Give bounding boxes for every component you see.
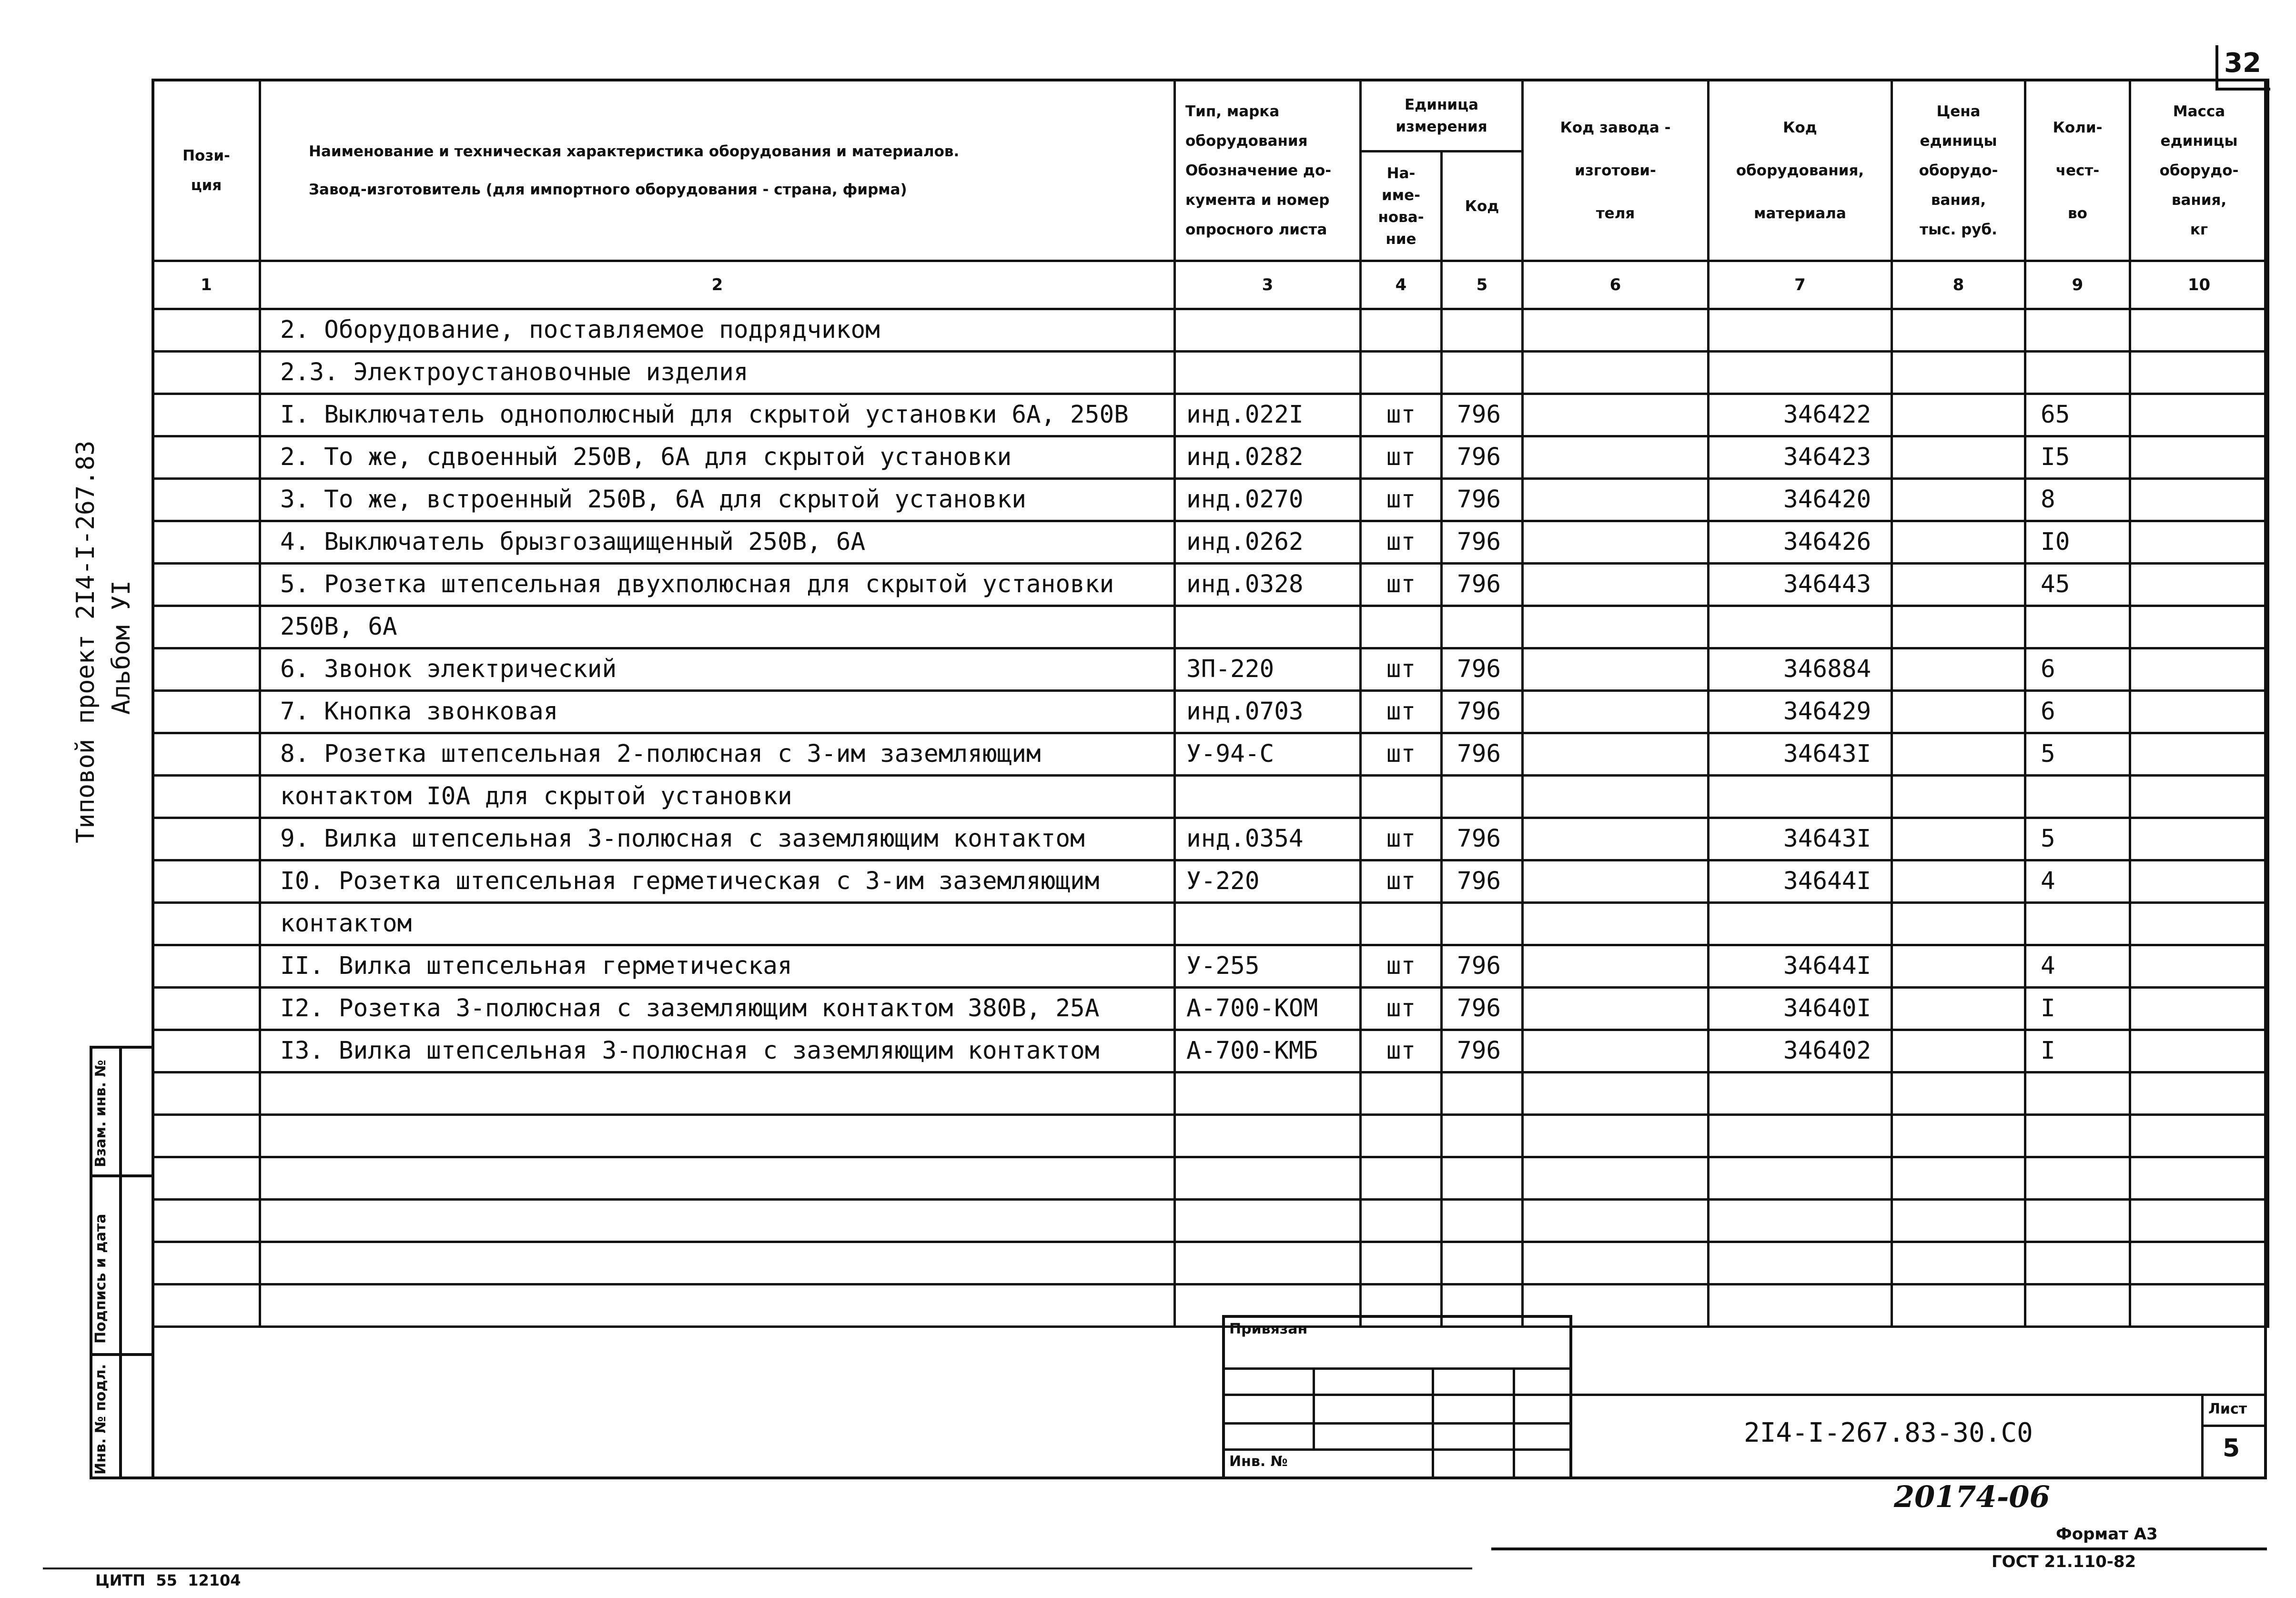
price-cell xyxy=(1892,1200,2025,1242)
quantity-cell: I xyxy=(2025,988,2130,1030)
unit-code-cell xyxy=(1442,352,1523,394)
equipment-code-cell: 34643I xyxy=(1709,818,1892,860)
equipment-code-cell xyxy=(1709,1072,1892,1115)
header-quantity: Коли- чест- во xyxy=(2025,80,2130,261)
item-type-cell: А-700-КОМ xyxy=(1175,988,1361,1030)
mass-cell xyxy=(2130,1200,2268,1242)
equipment-code-cell xyxy=(1709,1284,1892,1327)
equipment-code-cell: 34640I xyxy=(1709,988,1892,1030)
item-name-cell: 5. Розетка штепсельная двухполюсная для скрытой установки xyxy=(260,564,1175,606)
quantity-cell: I0 xyxy=(2025,521,2130,564)
mass-cell xyxy=(2130,352,2268,394)
factory-code-cell xyxy=(1523,309,1709,352)
price-cell xyxy=(1892,776,2025,818)
document-designation: 2I4-I-267.83-30.С0 xyxy=(1744,1417,2033,1448)
unit-code-cell xyxy=(1442,1200,1523,1242)
item-type-cell xyxy=(1175,1072,1361,1115)
item-name-cell: контактом I0А для скрытой установки xyxy=(260,776,1175,818)
unit-code-cell xyxy=(1442,606,1523,648)
price-cell xyxy=(1892,648,2025,691)
mass-cell xyxy=(2130,1030,2268,1072)
header-name: Наименование и техническая характеристика оборудования и материалов. Завод-изготовитель (для импортного оборудования - страна, фирма) xyxy=(260,80,1175,261)
item-name-cell: I2. Розетка 3-полюсная с заземляющим контактом 380В, 25А xyxy=(260,988,1175,1030)
unit-code-cell xyxy=(1442,1115,1523,1157)
header-unit-code: Код xyxy=(1442,152,1523,261)
mass-cell xyxy=(2130,521,2268,564)
header-position: Пози- ция xyxy=(153,80,260,261)
project-title: Типовой проект 2I4-I-267.83 xyxy=(71,440,100,843)
sheet-number: 5 xyxy=(2223,1434,2240,1463)
stamp-label-inventory: Инв. № подл. xyxy=(92,1364,109,1475)
price-cell xyxy=(1892,1030,2025,1072)
factory-code-cell xyxy=(1523,860,1709,903)
factory-code-cell xyxy=(1523,776,1709,818)
factory-code-cell xyxy=(1523,818,1709,860)
unit-name-cell: шт xyxy=(1361,860,1442,903)
unit-code-cell: 796 xyxy=(1442,733,1523,776)
factory-code-cell xyxy=(1523,1072,1709,1115)
item-type-cell: А-700-КМБ xyxy=(1175,1030,1361,1072)
equipment-code-cell: 346884 xyxy=(1709,648,1892,691)
unit-name-cell xyxy=(1361,606,1442,648)
column-number: 5 xyxy=(1442,261,1523,309)
unit-code-cell xyxy=(1442,1072,1523,1115)
unit-name-cell xyxy=(1361,1157,1442,1200)
unit-code-cell: 796 xyxy=(1442,1030,1523,1072)
table-row xyxy=(153,436,2268,479)
unit-name-cell xyxy=(1361,1200,1442,1242)
binding-label: Привязан xyxy=(1229,1321,1308,1337)
mass-cell xyxy=(2130,776,2268,818)
unit-name-cell: шт xyxy=(1361,945,1442,988)
equipment-code-cell: 34644I xyxy=(1709,860,1892,903)
item-name-cell xyxy=(260,1115,1175,1157)
price-cell xyxy=(1892,860,2025,903)
unit-name-cell: шт xyxy=(1361,436,1442,479)
factory-code-cell xyxy=(1523,436,1709,479)
column-number: 6 xyxy=(1523,261,1709,309)
item-type-cell: инд.0328 xyxy=(1175,564,1361,606)
unit-code-cell: 796 xyxy=(1442,818,1523,860)
mass-cell xyxy=(2130,1072,2268,1115)
item-name-cell: 8. Розетка штепсельная 2-полюсная с 3-им заземляющим xyxy=(260,733,1175,776)
position-cell xyxy=(153,521,260,564)
header-type: Тип, марка оборудования Обозначение до- кумента и номер опросного листа xyxy=(1175,80,1361,261)
quantity-cell xyxy=(2025,1284,2130,1327)
unit-name-cell xyxy=(1361,309,1442,352)
mass-cell xyxy=(2130,1242,2268,1284)
item-type-cell: У-255 xyxy=(1175,945,1361,988)
mass-cell xyxy=(2130,733,2268,776)
price-cell xyxy=(1892,691,2025,733)
price-cell xyxy=(1892,352,2025,394)
position-cell xyxy=(153,1200,260,1242)
position-cell xyxy=(153,776,260,818)
item-type-cell: У-94-С xyxy=(1175,733,1361,776)
column-number: 9 xyxy=(2025,261,2130,309)
mass-cell xyxy=(2130,691,2268,733)
position-cell xyxy=(153,1072,260,1115)
position-cell xyxy=(153,860,260,903)
position-cell xyxy=(153,606,260,648)
equipment-code-cell xyxy=(1709,606,1892,648)
unit-name-cell: шт xyxy=(1361,1030,1442,1072)
price-cell xyxy=(1892,521,2025,564)
unit-code-cell xyxy=(1442,776,1523,818)
citp-label: ЦИТП 55 12104 xyxy=(95,1571,241,1589)
equipment-code-cell xyxy=(1709,1242,1892,1284)
mass-cell xyxy=(2130,1157,2268,1200)
price-cell xyxy=(1892,394,2025,436)
column-number: 4 xyxy=(1361,261,1442,309)
handwritten-number: 20174-06 xyxy=(1894,1479,2050,1514)
quantity-cell xyxy=(2025,1115,2130,1157)
item-name-cell: I0. Розетка штепсельная герметическая с 3-им заземляющим xyxy=(260,860,1175,903)
factory-code-cell xyxy=(1523,691,1709,733)
quantity-cell: 6 xyxy=(2025,691,2130,733)
item-type-cell xyxy=(1175,776,1361,818)
header-price: Цена единицы оборудо- вания, тыс. руб. xyxy=(1892,80,2025,261)
table-row xyxy=(153,1242,2268,1284)
item-name-cell: 250В, 6А xyxy=(260,606,1175,648)
item-name-cell: 2. Оборудование, поставляемое подрядчиком xyxy=(260,309,1175,352)
price-cell xyxy=(1892,309,2025,352)
unit-name-cell xyxy=(1361,1072,1442,1115)
item-name-cell: II. Вилка штепсельная герметическая xyxy=(260,945,1175,988)
unit-name-cell xyxy=(1361,776,1442,818)
table-row xyxy=(153,394,2268,436)
header-unit-name: На- име- нова- ние xyxy=(1361,152,1442,261)
equipment-code-cell: 346420 xyxy=(1709,479,1892,521)
table-row xyxy=(153,733,2268,776)
unit-name-cell xyxy=(1361,1115,1442,1157)
item-name-cell: 7. Кнопка звонковая xyxy=(260,691,1175,733)
unit-name-cell: шт xyxy=(1361,691,1442,733)
equipment-code-cell: 346402 xyxy=(1709,1030,1892,1072)
factory-code-cell xyxy=(1523,1200,1709,1242)
position-cell xyxy=(153,1284,260,1327)
unit-name-cell: шт xyxy=(1361,818,1442,860)
quantity-cell: 4 xyxy=(2025,860,2130,903)
mass-cell xyxy=(2130,1115,2268,1157)
factory-code-cell xyxy=(1523,648,1709,691)
factory-code-cell xyxy=(1523,1030,1709,1072)
price-cell xyxy=(1892,1115,2025,1157)
unit-code-cell: 796 xyxy=(1442,648,1523,691)
table-row xyxy=(153,1157,2268,1200)
item-name-cell xyxy=(260,1072,1175,1115)
mass-cell xyxy=(2130,394,2268,436)
unit-code-cell: 796 xyxy=(1442,564,1523,606)
table-row xyxy=(153,691,2268,733)
quantity-cell: 5 xyxy=(2025,733,2130,776)
item-type-cell xyxy=(1175,1157,1361,1200)
quantity-cell: 45 xyxy=(2025,564,2130,606)
position-cell xyxy=(153,1115,260,1157)
item-type-cell: инд.0703 xyxy=(1175,691,1361,733)
table-row xyxy=(153,309,2268,352)
price-cell xyxy=(1892,1284,2025,1327)
quantity-cell xyxy=(2025,1072,2130,1115)
quantity-cell xyxy=(2025,352,2130,394)
column-number: 3 xyxy=(1175,261,1361,309)
item-type-cell: инд.0262 xyxy=(1175,521,1361,564)
equipment-code-cell: 346443 xyxy=(1709,564,1892,606)
item-type-cell xyxy=(1175,903,1361,945)
table-row xyxy=(153,564,2268,606)
unit-code-cell xyxy=(1442,309,1523,352)
table-row xyxy=(153,903,2268,945)
unit-name-cell: шт xyxy=(1361,394,1442,436)
equipment-code-cell: 346423 xyxy=(1709,436,1892,479)
equipment-code-cell: 346422 xyxy=(1709,394,1892,436)
position-cell xyxy=(153,1030,260,1072)
price-cell xyxy=(1892,479,2025,521)
price-cell xyxy=(1892,1157,2025,1200)
format-label: Формат А3 xyxy=(2056,1525,2158,1544)
quantity-cell xyxy=(2025,903,2130,945)
item-type-cell xyxy=(1175,606,1361,648)
quantity-cell xyxy=(2025,1157,2130,1200)
item-name-cell: 2.3. Электроустановочные изделия xyxy=(260,352,1175,394)
item-type-cell: У-220 xyxy=(1175,860,1361,903)
unit-code-cell xyxy=(1442,903,1523,945)
factory-code-cell xyxy=(1523,733,1709,776)
position-cell xyxy=(153,479,260,521)
quantity-cell xyxy=(2025,1200,2130,1242)
unit-code-cell: 796 xyxy=(1442,860,1523,903)
gost-label: ГОСТ 21.110-82 xyxy=(1992,1552,2136,1571)
unit-name-cell xyxy=(1361,1242,1442,1284)
equipment-code-cell xyxy=(1709,1157,1892,1200)
mass-cell xyxy=(2130,1284,2268,1327)
item-name-cell xyxy=(260,1200,1175,1242)
position-cell xyxy=(153,988,260,1030)
unit-code-cell: 796 xyxy=(1442,436,1523,479)
item-type-cell xyxy=(1175,352,1361,394)
quantity-cell: 5 xyxy=(2025,818,2130,860)
price-cell xyxy=(1892,1072,2025,1115)
quantity-cell: 4 xyxy=(2025,945,2130,988)
sheet-label: Лист xyxy=(2208,1401,2247,1417)
factory-code-cell xyxy=(1523,988,1709,1030)
table-row xyxy=(153,479,2268,521)
item-name-cell xyxy=(260,1157,1175,1200)
price-cell xyxy=(1892,733,2025,776)
price-cell xyxy=(1892,988,2025,1030)
table-row xyxy=(153,352,2268,394)
quantity-cell xyxy=(2025,606,2130,648)
equipment-code-cell xyxy=(1709,1200,1892,1242)
quantity-cell xyxy=(2025,309,2130,352)
unit-name-cell: шт xyxy=(1361,733,1442,776)
position-cell xyxy=(153,352,260,394)
mass-cell xyxy=(2130,479,2268,521)
position-cell xyxy=(153,394,260,436)
position-cell xyxy=(153,564,260,606)
item-type-cell: инд.022I xyxy=(1175,394,1361,436)
item-name-cell: 9. Вилка штепсельная 3-полюсная с заземляющим контактом xyxy=(260,818,1175,860)
position-cell xyxy=(153,818,260,860)
inventory-label: Инв. № xyxy=(1229,1453,1288,1470)
header-unit-group: Единица измерения xyxy=(1361,80,1523,152)
equipment-code-cell xyxy=(1709,1115,1892,1157)
factory-code-cell xyxy=(1523,1157,1709,1200)
price-cell xyxy=(1892,945,2025,988)
factory-code-cell xyxy=(1523,945,1709,988)
position-cell xyxy=(153,945,260,988)
factory-code-cell xyxy=(1523,1242,1709,1284)
position-cell xyxy=(153,903,260,945)
equipment-code-cell: 34644I xyxy=(1709,945,1892,988)
equipment-code-cell: 346429 xyxy=(1709,691,1892,733)
factory-code-cell xyxy=(1523,1115,1709,1157)
unit-name-cell xyxy=(1361,903,1442,945)
price-cell xyxy=(1892,606,2025,648)
table-row xyxy=(153,648,2268,691)
unit-code-cell: 796 xyxy=(1442,945,1523,988)
position-cell xyxy=(153,648,260,691)
column-number: 10 xyxy=(2130,261,2268,309)
table-row xyxy=(153,1072,2268,1115)
equipment-code-cell xyxy=(1709,309,1892,352)
position-cell xyxy=(153,733,260,776)
mass-cell xyxy=(2130,606,2268,648)
mass-cell xyxy=(2130,903,2268,945)
unit-name-cell xyxy=(1361,352,1442,394)
page-number: 32 xyxy=(2224,48,2261,79)
position-cell xyxy=(153,309,260,352)
factory-code-cell xyxy=(1523,903,1709,945)
header-factory-code: Код завода - изготови- теля xyxy=(1523,80,1709,261)
equipment-code-cell xyxy=(1709,903,1892,945)
stamp-label-signature: Подпись и дата xyxy=(92,1214,109,1344)
position-cell xyxy=(153,436,260,479)
table-row xyxy=(153,945,2268,988)
unit-name-cell: шт xyxy=(1361,521,1442,564)
unit-code-cell: 796 xyxy=(1442,691,1523,733)
table-row xyxy=(153,1200,2268,1242)
quantity-cell xyxy=(2025,776,2130,818)
unit-code-cell xyxy=(1442,1157,1523,1200)
item-name-cell: 3. То же, встроенный 250В, 6А для скрытой установки xyxy=(260,479,1175,521)
unit-name-cell: шт xyxy=(1361,648,1442,691)
mass-cell xyxy=(2130,648,2268,691)
table-row xyxy=(153,988,2268,1030)
unit-code-cell: 796 xyxy=(1442,988,1523,1030)
item-type-cell: инд.0270 xyxy=(1175,479,1361,521)
stamp-label-replace: Взам. инв. № xyxy=(92,1060,109,1167)
table-row xyxy=(153,1030,2268,1072)
header-equipment-code: Код оборудования, материала xyxy=(1709,80,1892,261)
column-number: 2 xyxy=(260,261,1175,309)
table-row xyxy=(153,818,2268,860)
specification-table xyxy=(152,79,2269,1328)
item-name-cell: 6. Звонок электрический xyxy=(260,648,1175,691)
quantity-cell: I xyxy=(2025,1030,2130,1072)
column-number: 7 xyxy=(1709,261,1892,309)
position-cell xyxy=(153,1157,260,1200)
item-name-cell xyxy=(260,1242,1175,1284)
price-cell xyxy=(1892,1242,2025,1284)
price-cell xyxy=(1892,564,2025,606)
table-row xyxy=(153,1115,2268,1157)
table-row xyxy=(153,606,2268,648)
unit-name-cell: шт xyxy=(1361,564,1442,606)
position-cell xyxy=(153,691,260,733)
item-type-cell xyxy=(1175,309,1361,352)
unit-code-cell: 796 xyxy=(1442,479,1523,521)
factory-code-cell xyxy=(1523,606,1709,648)
unit-code-cell: 796 xyxy=(1442,394,1523,436)
quantity-cell: 65 xyxy=(2025,394,2130,436)
item-name-cell: контактом xyxy=(260,903,1175,945)
factory-code-cell xyxy=(1523,521,1709,564)
table-row xyxy=(153,1284,2268,1327)
quantity-cell xyxy=(2025,1242,2130,1284)
price-cell xyxy=(1892,436,2025,479)
table-row xyxy=(153,860,2268,903)
equipment-code-cell xyxy=(1709,776,1892,818)
column-number: 1 xyxy=(153,261,260,309)
mass-cell xyxy=(2130,436,2268,479)
equipment-code-cell: 346426 xyxy=(1709,521,1892,564)
mass-cell xyxy=(2130,564,2268,606)
unit-code-cell xyxy=(1442,1242,1523,1284)
item-name-cell xyxy=(260,1284,1175,1327)
item-type-cell xyxy=(1175,1115,1361,1157)
unit-name-cell: шт xyxy=(1361,988,1442,1030)
table-row xyxy=(153,776,2268,818)
item-type-cell xyxy=(1175,1242,1361,1284)
factory-code-cell xyxy=(1523,394,1709,436)
item-name-cell: 2. То же, сдвоенный 250В, 6А для скрытой установки xyxy=(260,436,1175,479)
item-type-cell: инд.0354 xyxy=(1175,818,1361,860)
mass-cell xyxy=(2130,818,2268,860)
item-name-cell: I3. Вилка штепсельная 3-полюсная с заземляющим контактом xyxy=(260,1030,1175,1072)
item-type-cell xyxy=(1175,1200,1361,1242)
mass-cell xyxy=(2130,309,2268,352)
quantity-cell: 6 xyxy=(2025,648,2130,691)
price-cell xyxy=(1892,903,2025,945)
equipment-code-cell: 34643I xyxy=(1709,733,1892,776)
album-title: Альбом УI xyxy=(107,580,136,715)
item-name-cell: I. Выключатель однополюсный для скрытой установки 6А, 250В xyxy=(260,394,1175,436)
price-cell xyxy=(1892,818,2025,860)
mass-cell xyxy=(2130,945,2268,988)
unit-name-cell: шт xyxy=(1361,479,1442,521)
mass-cell xyxy=(2130,988,2268,1030)
factory-code-cell xyxy=(1523,352,1709,394)
factory-code-cell xyxy=(1523,564,1709,606)
header-mass: Масса единицы оборудо- вания, кг xyxy=(2130,80,2268,261)
quantity-cell: 8 xyxy=(2025,479,2130,521)
item-name-cell: 4. Выключатель брызгозащищенный 250В, 6А xyxy=(260,521,1175,564)
item-type-cell: ЗП-220 xyxy=(1175,648,1361,691)
equipment-code-cell xyxy=(1709,352,1892,394)
unit-code-cell: 796 xyxy=(1442,521,1523,564)
mass-cell xyxy=(2130,860,2268,903)
item-type-cell: инд.0282 xyxy=(1175,436,1361,479)
factory-code-cell xyxy=(1523,479,1709,521)
quantity-cell: I5 xyxy=(2025,436,2130,479)
column-number: 8 xyxy=(1892,261,2025,309)
position-cell xyxy=(153,1242,260,1284)
table-row xyxy=(153,521,2268,564)
